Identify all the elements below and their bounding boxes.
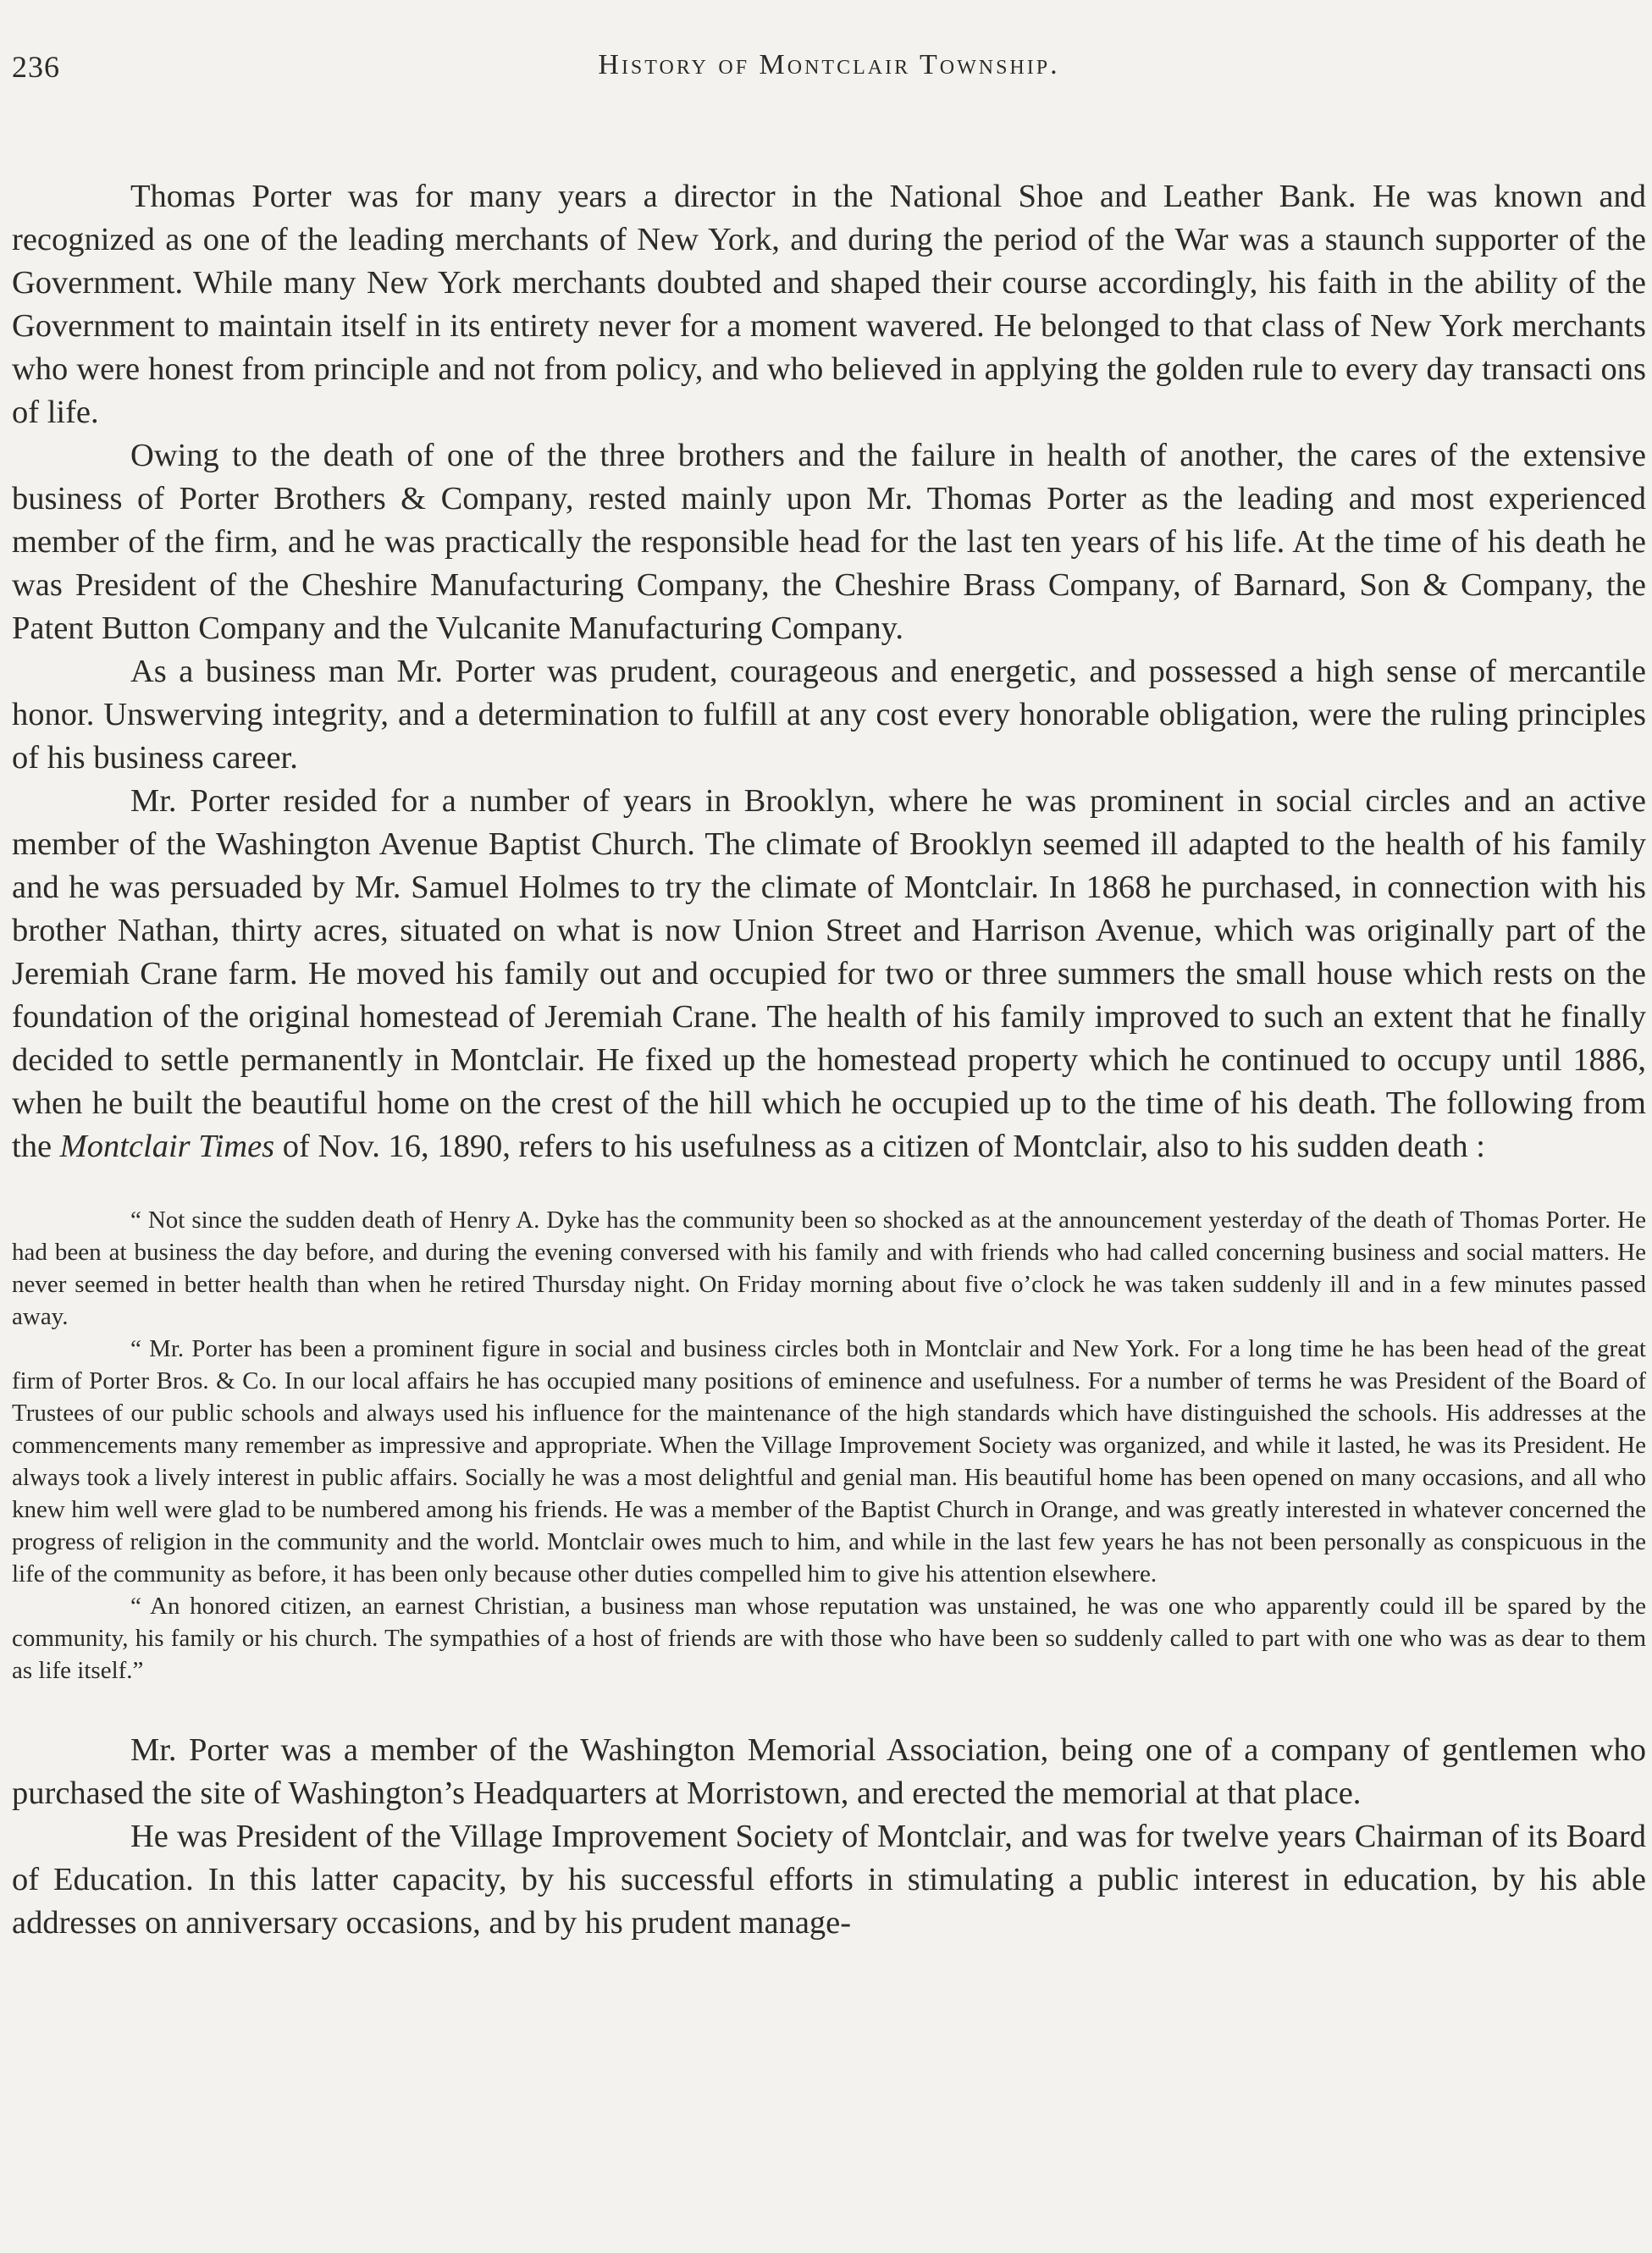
page-number: 236	[12, 50, 60, 84]
paragraph-village-improvement: He was President of the Village Improvement Society of Montclair, and was for twelve years Chairman of its Board of Education. In this latter capacity, by his successful efforts in stimulating a public interest in education, by his able addresses on anniversary occasions, and by his prudent manage-	[12, 1819, 1646, 1941]
paragraph-director: Thomas Porter was for many years a director in the National Shoe and Leather Bank. He was known and recognized as one of the leading merchants of New York, and during the period of the War was a staunch supporter of the Government. While many New York merchants doubted and shaped their course accordingly, his faith in the ability of the Government to maintain itself in its entirety never for a moment wavered. He belonged to that class of New York merchants who were honest from principle and not from policy, and who believed in applying the golden rule to every day transacti ons of life.	[12, 179, 1646, 430]
running-title: History of Montclair Township.	[598, 49, 1060, 80]
page-header	[12, 49, 1646, 100]
paragraph-business-cares: Owing to the death of one of the three brothers and the failure in health of another, the cares of the extensive business of Porter Brothers & Company, rested mainly upon Mr. Thomas Porter as the leading and most experienced member of the firm, and he was practically the responsible head for the last ten years of his life. At the time of his death he was President of the Cheshire Manufacturing Company, the Cheshire Brass Company, of Barnard, Son & Company, the Patent Button Company and the Vulcanite Manufacturing Company.	[12, 438, 1646, 646]
paragraph-residence-tail: of Nov. 16, 1890, refers to his usefulness as a citizen of Montclair, also to his sudden death :	[282, 1129, 1485, 1164]
paragraph-washington-memorial: Mr. Porter was a member of the Washington Memorial Association, being one of a company of gentlemen who purchased the site of Washington’s Headquarters at Morristown, and erected the memorial at that place.	[12, 1732, 1646, 1811]
newspaper-quotation	[12, 1204, 1646, 1687]
newspaper-title: Montclair Times	[59, 1129, 275, 1164]
quote-paragraph-prominent-figure: “ Mr. Porter has been a prominent figure in social and business circles both in Montclair and New York. For a long time he has been head of the great firm of Porter Bros. & Co. In our local affairs he has occupied many positions of eminence and usefulness. For a number of terms he was President of the Board of Trustees of our public schools and always used his influence for the maintenance of the high standards which have distinguished the schools. His addresses at the commencements many remember as impressive and appropriate. When the Village Improvement Society was organized, and while it lasted, he was its President. He always took a lively interest in public affairs. Socially he was a most delightful and genial man. His beautiful home has been opened on many occasions, and all who knew him well were glad to be numbered among his friends. He was a member of the Baptist Church in Orange, and was greatly interested in whatever concerned the progress of religion in the community and the world. Montclair owes much to him, and while in the last few years he has not been personally as conspicuous in the life of the community as before, it has been only because other duties compelled him to give his attention elsewhere.	[12, 1335, 1646, 1588]
paragraph-residence-text: Mr. Porter resided for a number of years in Brooklyn, where he was prominent in social circles and an active member of the Washington Avenue Baptist Church. The climate of Brooklyn seemed ill adapted to the health of his family and he was persuaded by Mr. Samuel Holmes to try the climate of Montclair. In 1868 he purchased, in connection with his brother Nathan, thirty acres, situated on what is now Union Street and Harrison Avenue, which was originally part of the Jeremiah Crane farm. He moved his family out and occupied for two or three summers the small house which rests on the foundation of the original homestead of Jeremiah Crane. The health of his family improved to such an extent that he finally decided to settle permanently in Montclair. He fixed up the homestead property which he continued to occupy until 1886, when he built the beautiful home on the crest of the hill which he occupied up to the time of his death. The following from the	[12, 783, 1646, 1164]
paragraph-residence	[12, 780, 1646, 1168]
quote-paragraph-honored-citizen: “ An honored citizen, an earnest Christian, a business man whose reputation was unstained, he was one who apparently could ill be spared by the community, his family or his church. The sympathies of a host of friends are with those who have been so suddenly called to part with one who was as dear to them as life itself.”	[12, 1593, 1646, 1684]
quote-paragraph-death: “ Not since the sudden death of Henry A. Dyke has the community been so shocked as at the announcement yesterday of the death of Thomas Porter. He had been at business the day before, and during the evening conversed with his family and with friends who had called concerning business and social matters. He never seemed in better health than when he retired Thursday night. On Friday morning about five o’clock he was taken suddenly ill and in a few minutes passed away.	[12, 1207, 1646, 1330]
body-text	[12, 175, 1646, 1945]
paragraph-business-man: As a business man Mr. Porter was prudent, courageous and energetic, and possessed a high sense of mercantile honor. Unswerving integrity, and a determination to fulfill at any cost every honorable obligation, were the ruling principles of his business career.	[12, 654, 1646, 776]
